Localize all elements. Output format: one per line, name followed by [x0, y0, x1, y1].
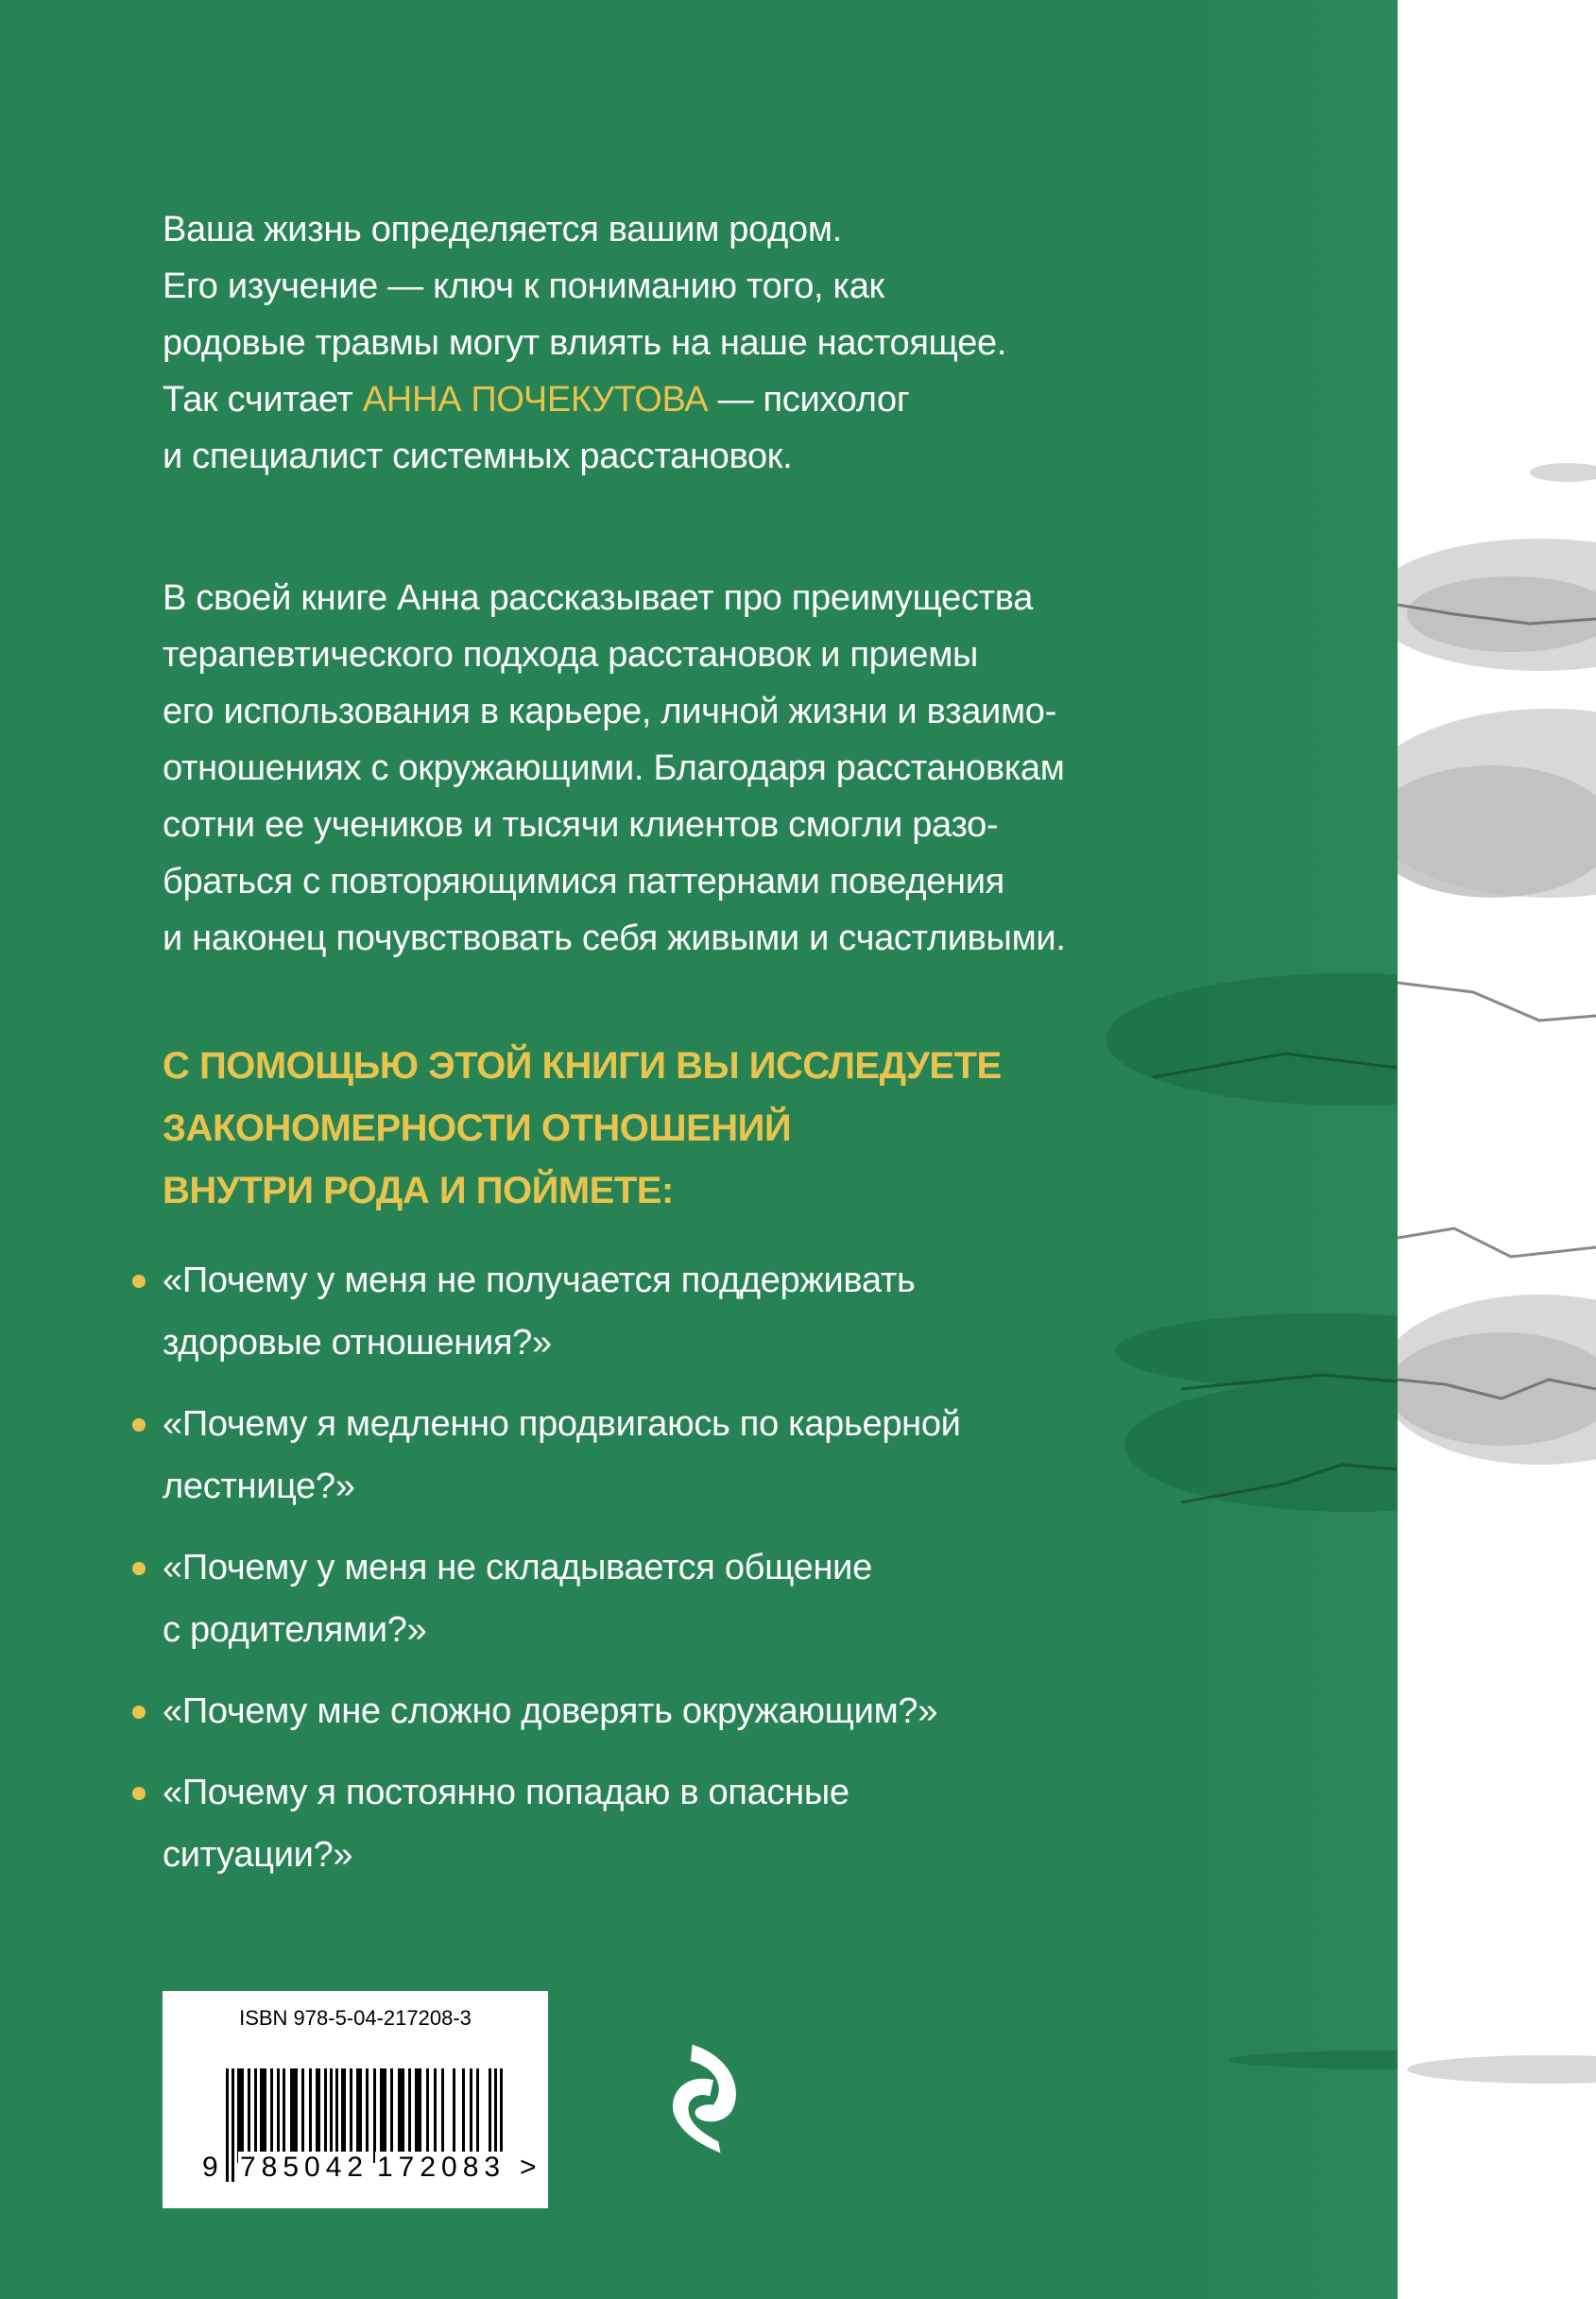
- barcode-digits-left: 785042: [240, 2152, 369, 2183]
- intro-line: и специалист системных расстановок.: [163, 437, 793, 476]
- list-item-line: ситуации?»: [163, 1835, 353, 1875]
- intro-suffix: — психолог: [708, 380, 910, 420]
- description-paragraph: [163, 570, 1296, 967]
- bullet-dot-icon: [132, 1706, 146, 1719]
- intro-line: [163, 371, 1296, 428]
- bullet-dot-icon: [132, 1787, 146, 1800]
- list-item-line: «Почему я медленно продвигаюсь по карьерной: [163, 1404, 961, 1444]
- tree-sketch-icon: [1398, 0, 1596, 2299]
- questions-list: [123, 1249, 961, 1905]
- description-line: и наконец почувствовать себя живыми и счастливыми.: [163, 918, 1066, 958]
- intro-line: родовые травмы могут влиять на наше настоящее.: [163, 323, 1007, 363]
- bullet-dot-icon: [132, 1418, 146, 1432]
- tree-illustration-panel: [1398, 0, 1596, 2299]
- description-line: сотни ее учеников и тысячи клиентов смогли разо-: [163, 805, 999, 845]
- author-name: АННА ПОЧЕКУТОВА: [362, 380, 709, 420]
- eksmo-logo-icon: [643, 2022, 756, 2173]
- list-item-line: с родителями?»: [163, 1610, 427, 1650]
- list-item-line: «Почему у меня не складывается общение: [163, 1548, 872, 1587]
- heading-line: С ПОМОЩЬЮ ЭТОЙ КНИГИ ВЫ ИССЛЕДУЕТЕ: [163, 1045, 1002, 1087]
- barcode-digits-right: 172083: [377, 2152, 506, 2183]
- list-item: [123, 1536, 961, 1661]
- section-heading: [163, 1035, 1002, 1222]
- list-item: [123, 1393, 961, 1518]
- description-line: браться с повторяющимися паттернами поведения: [163, 862, 1004, 901]
- intro-paragraph: [163, 201, 1296, 485]
- intro-prefix: Так считает: [163, 380, 363, 420]
- description-line: отношениях с окружающими. Благодаря расстановкам: [163, 748, 1065, 788]
- intro-line: Его изучение — ключ к пониманию того, как: [163, 266, 884, 306]
- list-item-line: лестнице?»: [163, 1467, 355, 1506]
- heading-line: ЗАКОНОМЕРНОСТИ ОТНОШЕНИЙ: [163, 1107, 792, 1149]
- list-item: [123, 1761, 961, 1886]
- barcode-first-digit: 9: [202, 2152, 218, 2183]
- isbn-barcode: [163, 1991, 548, 2208]
- list-item: [123, 1680, 961, 1742]
- description-line: терапевтического подхода расстановок и приемы: [163, 635, 979, 675]
- list-item-line: «Почему я постоянно попадаю в опасные: [163, 1773, 849, 1812]
- isbn-label: ISBN 978-5-04-217208-3: [239, 2006, 472, 2030]
- description-line: его использования в карьере, личной жизни и взаимо-: [163, 692, 1056, 731]
- list-item-line: «Почему мне сложно доверять окружающим?»: [163, 1691, 938, 1731]
- list-item: [123, 1249, 961, 1374]
- list-item-line: здоровые отношения?»: [163, 1323, 552, 1363]
- barcode-quiet-mark: >: [520, 2152, 537, 2183]
- list-item-line: «Почему у меня не получается поддерживать: [163, 1261, 916, 1300]
- description-line: В своей книге Анна рассказывает про преимущества: [163, 578, 1034, 618]
- heading-line: ВНУТРИ РОДА И ПОЙМЕТЕ:: [163, 1170, 674, 1211]
- bullet-dot-icon: [132, 1562, 146, 1575]
- bullet-dot-icon: [132, 1275, 146, 1288]
- intro-line: Ваша жизнь определяется вашим родом.: [163, 210, 842, 249]
